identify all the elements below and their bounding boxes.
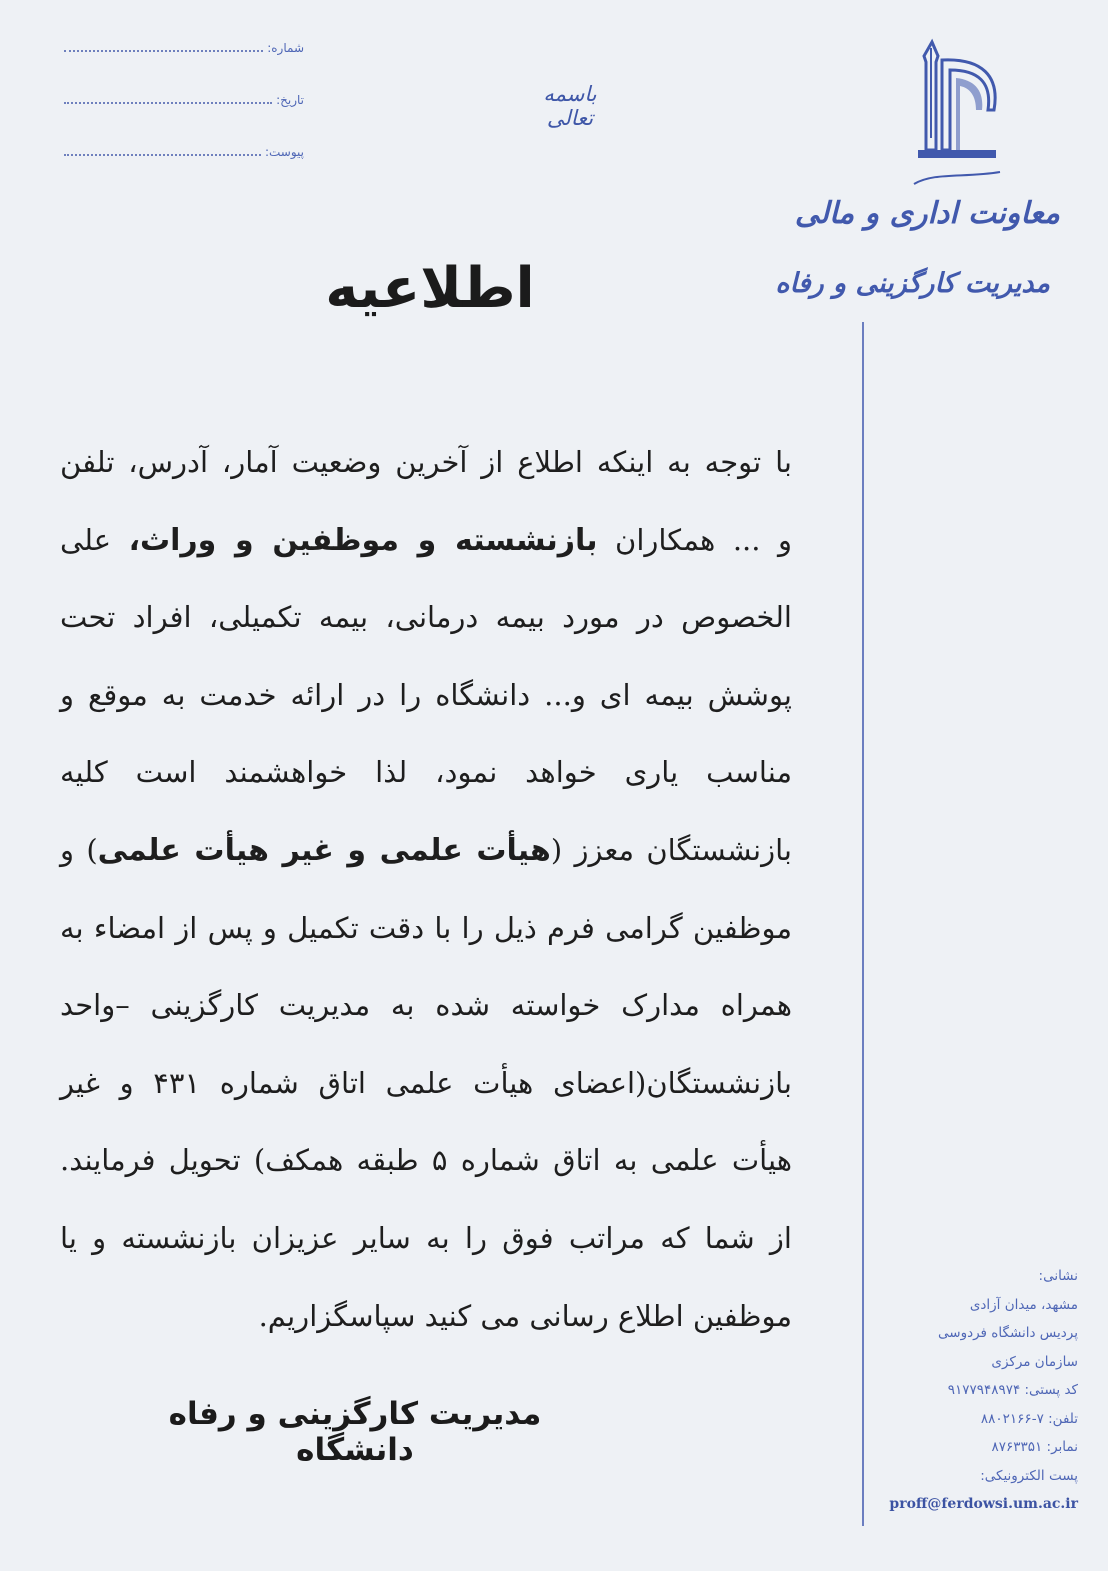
- body-line: بازنشستگان(اعضای هیأت علمی اتاق شماره ۴۳۱ و غیر: [60, 1065, 792, 1100]
- vertical-divider: [862, 322, 864, 1526]
- contact-address-campus: پردیس دانشگاه فردوسی: [938, 1325, 1078, 1341]
- signature-block: مدیریت کارگزینی و رفاه دانشگاه: [168, 1396, 542, 1468]
- body-line: موظفین اطلاع رسانی می کنید سپاسگزاریم.: [258, 1298, 792, 1333]
- ref-attachment-row: [64, 144, 304, 196]
- body-line: الخصوص در مورد بیمه درمانی، بیمه تکمیلی، افراد تحت: [60, 600, 792, 635]
- contact-info: [878, 1262, 1078, 1519]
- notice-body: [60, 432, 792, 1363]
- body-line: همراه مدارک خواسته شده به مدیریت کارگزینی –واحد: [60, 988, 792, 1023]
- ref-date-row: [64, 92, 304, 144]
- ref-number-dotted-line: [64, 40, 263, 52]
- ref-date-dotted-line: [64, 92, 272, 104]
- contact-address-label: نشانی:: [1038, 1268, 1078, 1284]
- university-logo-icon: [904, 38, 1004, 188]
- body-line: بازنشستگان معزز (هیأت علمی و غیر هیأت علمی) و: [60, 832, 793, 868]
- body-line: مناسب یاری خواهد نمود، لذا خواهشمند است کلیه: [60, 755, 792, 790]
- body-line: با توجه به اینکه اطلاع از آخرین وضعیت آمار، آدرس، تلفن: [60, 445, 792, 479]
- org-department-title: مدیریت کارگزینی و رفاه: [775, 268, 1050, 299]
- contact-postal-code: کد پستی: ۹۱۷۷۹۴۸۹۷۴: [947, 1382, 1078, 1398]
- contact-address-city: مشهد، میدان آزادی: [969, 1296, 1078, 1313]
- body-line: هیأت علمی به اتاق شماره ۵ طبقه همکف) تحویل فرمایند.: [60, 1143, 793, 1178]
- contact-fax: نمابر: ۸۷۶۳۳۵۱: [991, 1439, 1078, 1455]
- ref-number-label: شماره:: [267, 41, 304, 55]
- body-line: و ... همکاران بازنشسته و موظفین و وراث، علی: [60, 522, 792, 558]
- body-line: موظفین گرامی فرم ذیل را با دقت تکمیل و پس از امضاء به: [60, 910, 792, 945]
- contact-email-link[interactable]: proff@ferdowsi.um.ac.ir: [889, 1496, 1078, 1512]
- contact-phone: تلفن: ۷-۸۸۰۲۱۶۶: [980, 1410, 1078, 1427]
- ref-number-row: [64, 40, 304, 92]
- body-line: پوشش بیمه ای و... دانشگاه را در ارائه خدمت به موقع و: [60, 677, 792, 712]
- notice-title: اطلاعیه: [325, 256, 535, 321]
- ref-attachment-dotted-line: [64, 144, 261, 156]
- basmala-heading: باسمه تعالی: [543, 82, 597, 130]
- reference-fields: [64, 40, 304, 196]
- ref-date-label: تاریخ:: [276, 93, 304, 107]
- ref-attachment-label: پیوست:: [264, 145, 304, 159]
- contact-address-building: سازمان مرکزی: [991, 1353, 1078, 1370]
- org-deputy-title: معاونت اداری و مالی: [794, 196, 1060, 231]
- contact-email-label: پست الکترونیکی:: [980, 1467, 1078, 1484]
- body-line: از شما که مراتب فوق را به سایر عزیزان بازنشسته و یا: [60, 1220, 792, 1255]
